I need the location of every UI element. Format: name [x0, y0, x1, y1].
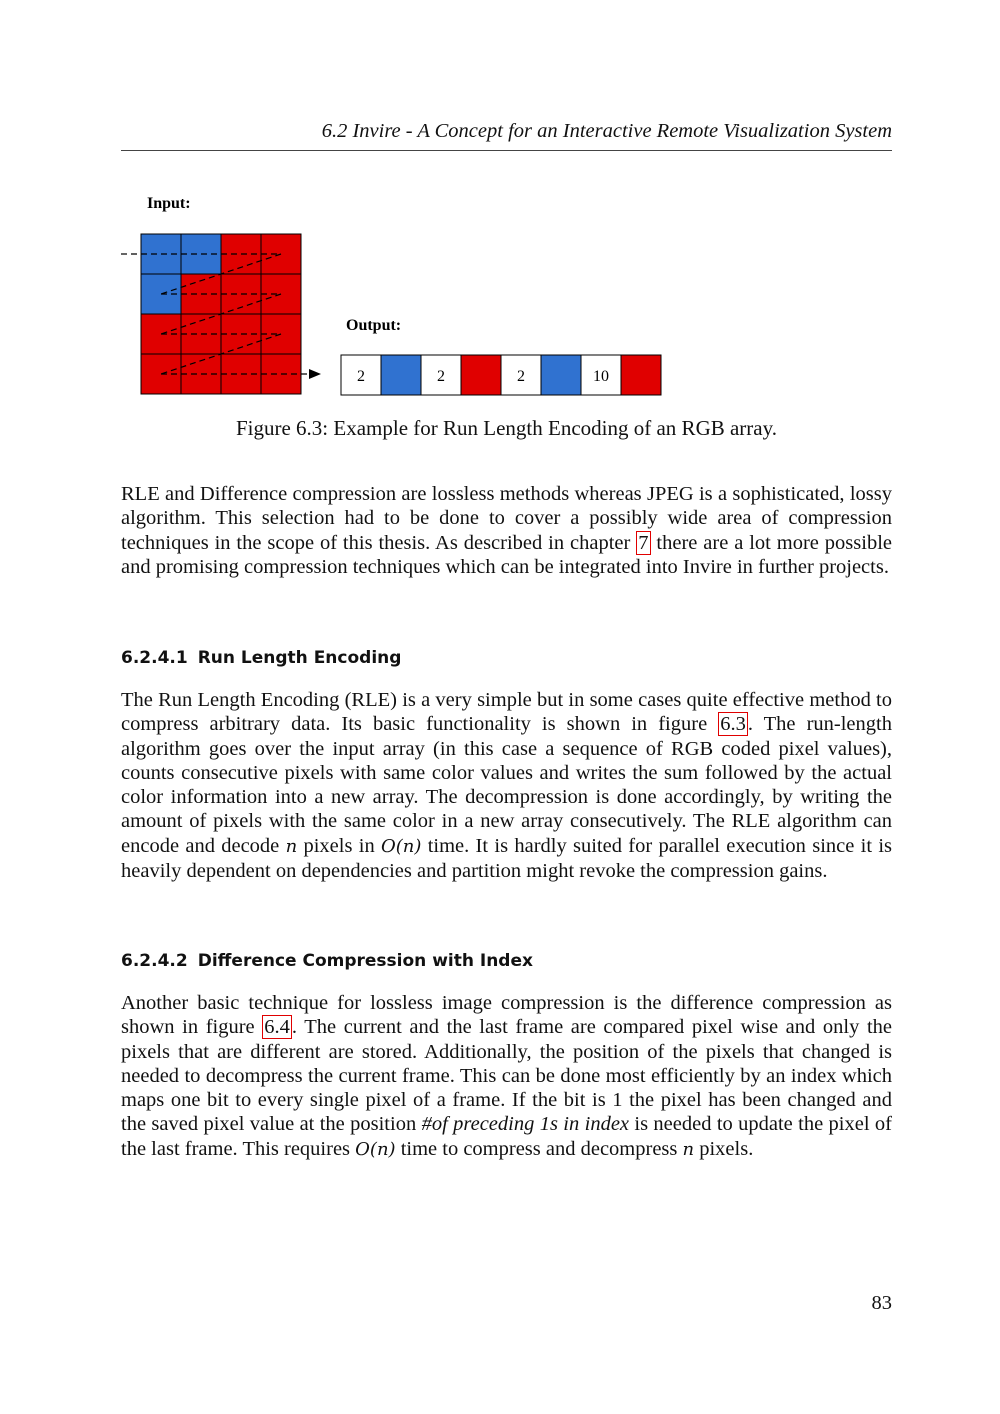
output-color-red: [461, 355, 501, 395]
rle-text-2: . The run-length algorithm goes over the input array (in this case a sequence of RGB coded pixel values), counts consecutive pixels with same color values and writes the sum followed by the actual color information into a new array. The decompression is done accordingly, by writing the amount of pixels with the same color in a new array consecutively. The RLE algorithm can encode and decode: [121, 713, 892, 857]
diff-text-2: . The current and the last frame are compared pixel wise and only the pixels that are different are stored. Additionally, the position of the pixels that changed is needed to decompress the current frame. This can be done most efficiently by an index which maps one bit to every single pixel of a frame. If the bit is 1 the pixel has been changed and the saved pixel value at the position: [121, 1016, 892, 1136]
math-n: n: [682, 1138, 695, 1160]
output-array: [341, 355, 661, 395]
section-title: Difference Compression with Index: [197, 951, 533, 971]
output-count: 2: [437, 368, 445, 385]
diff-paragraph: [121, 991, 892, 1162]
output-color-blue: [381, 355, 421, 395]
math-big-o: O(n): [381, 835, 422, 857]
output-color-red: [621, 355, 661, 395]
figure-caption: Figure 6.3: Example for Run Length Encoding of an RGB array.: [235, 416, 778, 440]
figure-ref-link[interactable]: 6.3: [720, 713, 746, 736]
rle-figure: [0, 0, 1000, 410]
diff-text-4: time to compress and decompress: [395, 1137, 683, 1160]
rle-text-4: time. It is hardly suited for parallel execution since it is heavily dependent on dependencies and partition might revoke the compression gains.: [121, 834, 892, 883]
output-count: 2: [517, 368, 525, 385]
math-big-o: O(n): [355, 1138, 396, 1160]
output-label: Output:: [346, 317, 402, 334]
intro-text-1: RLE and Difference compression are lossless methods whereas JPEG is a sophisticated, lossy algorithm. This selection had to be done to cover a possibly wide area of compression techniques in the scope of this thesis. As described in chapter: [121, 483, 892, 554]
section-number: 6.2.4.1: [121, 648, 188, 668]
running-header: 6.2 Invire - A Concept for an Interactive Remote Visualization System: [321, 120, 892, 142]
output-count: 10: [593, 368, 609, 385]
math-n: n: [285, 835, 298, 857]
emphasis-text: #of preceding 1s in index: [421, 1113, 630, 1136]
section-number: 6.2.4.2: [121, 951, 188, 971]
section-heading-rle: [121, 648, 401, 668]
page-number: 83: [871, 1292, 892, 1314]
rle-text-1: The Run Length Encoding (RLE) is a very simple but in some cases quite effective method to compress arbitrary data. Its basic functionality is shown in figure: [121, 689, 892, 736]
diff-text-5: pixels.: [694, 1137, 754, 1160]
input-label: Input:: [147, 195, 191, 212]
output-count: 2: [357, 368, 365, 385]
figure-ref-link[interactable]: 6.4: [264, 1016, 290, 1039]
intro-text-2: there are a lot more possible and promising compression techniques which can be integrated into Invire in further projects.: [121, 531, 892, 578]
intro-paragraph: [121, 482, 892, 579]
rle-paragraph: [121, 688, 892, 883]
chapter-ref-link[interactable]: 7: [638, 531, 649, 554]
diff-text-3: is needed to update the pixel of the last frame. This requires: [121, 1113, 892, 1160]
rle-text-3: pixels in: [297, 834, 381, 857]
section-title: Run Length Encoding: [197, 648, 402, 668]
diff-text-1: Another basic technique for lossless image compression is the difference compression as shown in figure: [121, 992, 892, 1039]
output-color-blue: [541, 355, 581, 395]
section-heading-diff: [121, 951, 533, 971]
